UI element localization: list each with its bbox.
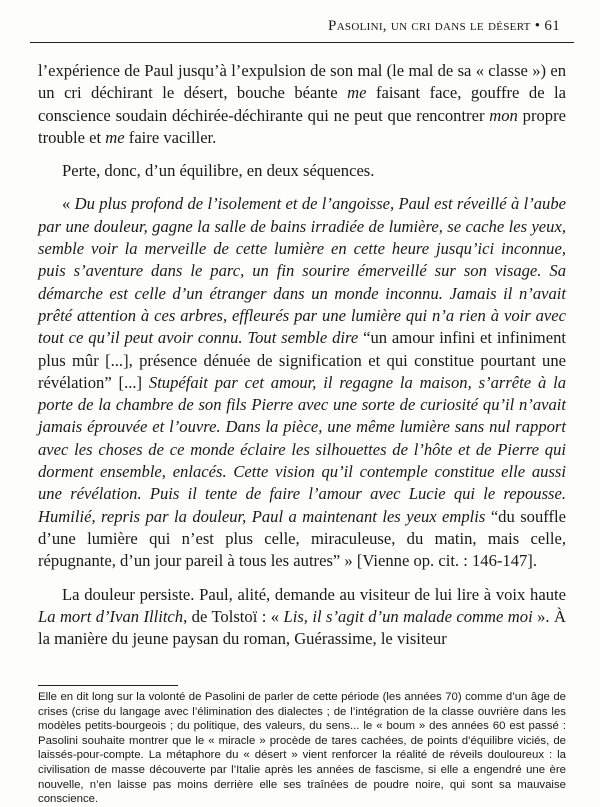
paragraph xyxy=(38,60,566,149)
header-rule xyxy=(30,42,574,43)
paragraph xyxy=(38,584,566,651)
paragraph xyxy=(38,160,566,182)
text-span: faisant face, gouffre de la conscience soudain déchirée-déchirante qui ne peut que rencontrer xyxy=(38,83,567,125)
text-span: l’expérience de Paul jusqu’à l’expulsion de son mal (le mal de sa « classe ») en un cri déchirant le désert, bouche béante xyxy=(38,61,566,103)
italic-text: Du plus profond de l’isolement et de l’angoisse, Paul est réveillé à l’aube par une douleur, gagne la salle de bains irradiée de lumière, se cache les yeux, semble voir la merveille de cette lumière en cette heure jusqu’ici inconnue, puis s’aventure dans le parc, un fin sourire émerveillé sur son visage. Sa démarche est celle d’un étranger dans un monde inconnu. Jamais il n’avait prêté attention à ces arbres, effleurés par une lumière qui n’a rien à voir avec tout ce qu’il peut avoir connu. Tout semble dire xyxy=(38,194,566,348)
text-span: ». À la manière du jeune paysan du roman, Guérassime, le visiteur xyxy=(38,606,566,649)
page-number: 61 xyxy=(544,18,560,34)
running-header xyxy=(328,18,560,35)
italic-text: Lis, il s’agit d’un malade comme moi xyxy=(283,606,533,626)
text-span: Perte, donc, d’un équilibre, en deux séquences. xyxy=(62,161,375,181)
text-span: , de Tolstoï : « xyxy=(183,606,284,626)
body-text xyxy=(38,60,566,661)
italic-text: Stupéfait par cet amour, il regagne la maison, s’arrête à la porte de la chambre de son fils Pierre avec une sorte de curiosité qu’il n’avait jamais éprouvée et l’ouvre. Dans la pièce, une même lumière sans nul rapport avec les choses de ce monde éclaire les silhouettes de l’hôte et de Pierre qui dorment ensemble, enlacés. Cette vision qu’il contemple constitue elle aussi une révélation. Puis il tente de faire l’amour avec Lucie qui le repousse. Humilié, repris par la douleur, Paul a maintenant les yeux emplis xyxy=(38,372,566,526)
italic-text: mon xyxy=(489,105,518,125)
text-span: “du souffle d’une lumière qui n’est plus celle, miraculeuse, du matin, mais celle, répugnante, d’un jour pareil à tous les autres” » [Vienne op. cit. : 146-147]. xyxy=(38,506,566,571)
text-span: faire vaciller. xyxy=(124,127,217,147)
text-span: “un amour infini et infiniment plus mûr [...], présence dénuée de signification et qui constitue pourtant une révélation” [...] xyxy=(38,328,566,392)
italic-text: me xyxy=(105,127,125,147)
paragraph xyxy=(38,193,566,572)
italic-text: La mort d’Ivan Illitch xyxy=(38,606,184,626)
footnote: Elle en dit long sur la volonté de Pasolini de parler de cette période (les années 70) comme d’un âge de crises (crise du langage avec l’élimination des dialectes ; de l’intégration de la classe ouvrière dans les modèles petits-bourgeois ; du politique, des valeurs, du sens... le « boum » des années 60 est passé : Pasolini souhaite montrer que le « miracle » procède de tares cachées, de points d’équilibre viciés, de laissés-pour-compte. La métaphore du « désert » vient renforcer la réalité de réveils douloureux : la civilisation de masse découverte par l’Italie après les années de fascisme, si elle a engendré une ère nouvelle, n’en laisse pas moins derrière elle ses traînées de poudre noire, qui sont sa mauvaise conscience. xyxy=(38,691,566,806)
header-separator: • xyxy=(534,18,541,34)
text-span: propre trouble et xyxy=(38,105,566,147)
header-title: Pasolini, un cri dans le désert xyxy=(328,18,531,34)
text-span: « xyxy=(62,194,75,214)
footnote-rule xyxy=(38,685,178,686)
text-span: La douleur persiste. Paul, alité, demande au visiteur de lui lire à voix haute xyxy=(62,584,566,604)
italic-text: me xyxy=(347,83,367,103)
